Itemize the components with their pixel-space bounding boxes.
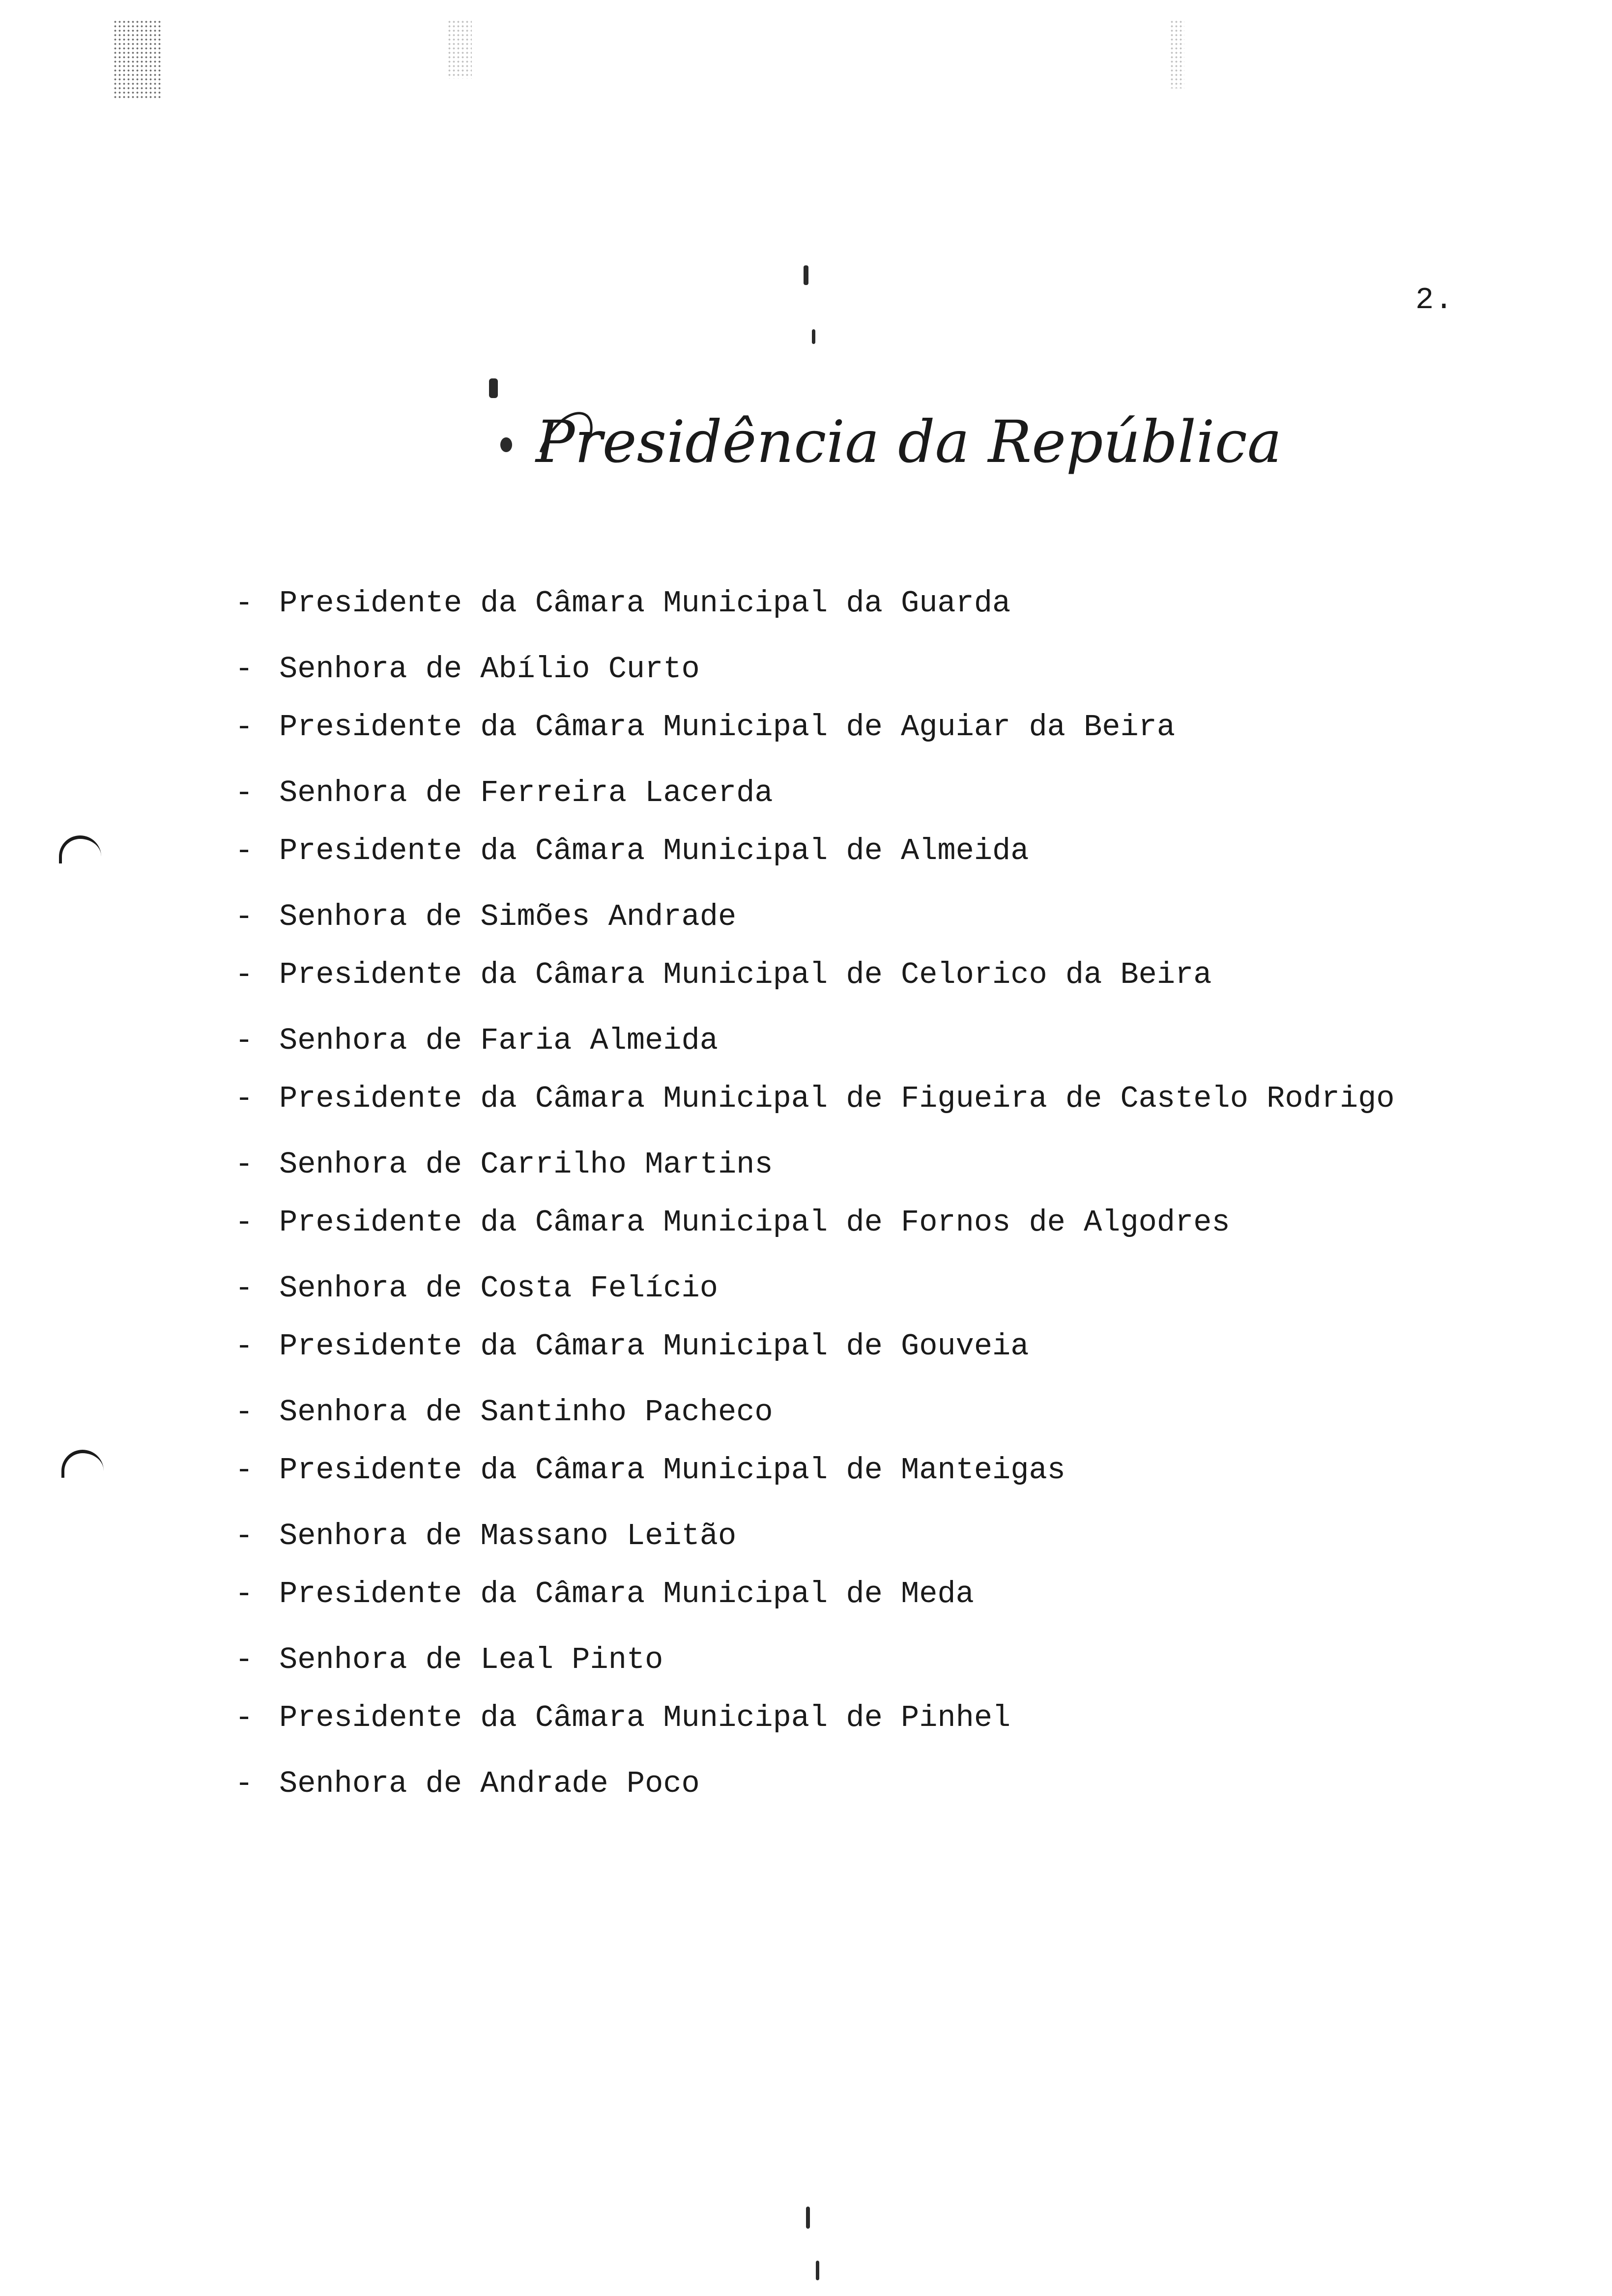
dash-bullet: - [235, 833, 254, 868]
punch-hole-mark [59, 835, 101, 863]
list-item [235, 711, 1562, 809]
guest-list [235, 587, 1562, 1826]
dash-bullet: - [235, 1700, 254, 1735]
entry-president-line [235, 1702, 1562, 1734]
dash-bullet: - [235, 957, 254, 992]
entry-spouse-text: Senhora de Costa Felício [279, 1271, 718, 1306]
entry-spouse-text: Senhora de Carrilho Martins [279, 1147, 773, 1182]
dash-bullet: - [235, 775, 254, 810]
dash-bullet: - [235, 1329, 254, 1364]
entry-president-text: Presidente da Câmara Municipal de Meda [279, 1577, 974, 1611]
entry-spouse-line [235, 1272, 1562, 1305]
list-item [235, 1206, 1562, 1305]
entry-spouse-text: Senhora de Massano Leitão [279, 1519, 737, 1553]
entry-president-text: Presidente da Câmara Municipal de Pinhel [279, 1700, 1011, 1735]
scan-speck [804, 265, 808, 285]
letterhead-text: Presidência da República [536, 408, 1282, 476]
entry-president-text: Presidente da Câmara Municipal de Aguiar da Beira [279, 710, 1176, 745]
entry-spouse-line [235, 1644, 1562, 1676]
entry-spouse-text: Senhora de Abílio Curto [279, 652, 700, 687]
scan-speck [806, 2207, 810, 2229]
dash-bullet: - [235, 1519, 254, 1553]
dash-bullet: - [235, 1271, 254, 1306]
entry-president-text: Presidente da Câmara Municipal da Guarda [279, 586, 1011, 621]
list-item [235, 587, 1562, 686]
list-item [235, 835, 1562, 933]
entry-president-text: Presidente da Câmara Municipal de Celorico da Beira [279, 957, 1212, 992]
entry-spouse-text: Senhora de Santinho Pacheco [279, 1395, 773, 1430]
list-item [235, 1330, 1562, 1429]
entry-president-line [235, 959, 1562, 991]
entry-spouse-line [235, 1520, 1562, 1552]
entry-spouse-line [235, 777, 1562, 809]
entry-spouse-text: Senhora de Leal Pinto [279, 1642, 663, 1677]
list-item [235, 959, 1562, 1057]
dash-bullet: - [235, 1453, 254, 1488]
entry-spouse-text: Senhora de Simões Andrade [279, 899, 737, 934]
entry-president-line [235, 1330, 1562, 1363]
scan-speck [812, 329, 815, 344]
list-item [235, 1083, 1562, 1181]
letterhead-script [531, 393, 1282, 491]
scan-speck [816, 2261, 819, 2280]
entry-president-line [235, 1454, 1562, 1487]
list-item [235, 1578, 1562, 1676]
entry-spouse-text: Senhora de Faria Almeida [279, 1023, 718, 1058]
scan-speck [500, 437, 512, 452]
entry-spouse-line [235, 1025, 1562, 1057]
page-number: 2. [1415, 283, 1454, 317]
entry-president-line [235, 835, 1562, 867]
entry-president-line [235, 1206, 1562, 1239]
entry-president-text: Presidente da Câmara Municipal de Manteigas [279, 1453, 1065, 1488]
punch-hole-mark [61, 1450, 104, 1478]
dash-bullet: - [235, 1766, 254, 1801]
entry-president-line [235, 1578, 1562, 1610]
dash-bullet: - [235, 586, 254, 621]
scan-artifact-halftone [113, 20, 162, 98]
dash-bullet: - [235, 1642, 254, 1677]
entry-president-line [235, 1083, 1562, 1115]
entry-spouse-line [235, 901, 1562, 933]
dash-bullet: - [235, 1205, 254, 1240]
dash-bullet: - [235, 1023, 254, 1058]
entry-spouse-line [235, 1768, 1562, 1800]
entry-president-line [235, 587, 1562, 620]
scan-artifact-halftone [1170, 20, 1184, 88]
entry-spouse-line [235, 653, 1562, 686]
dash-bullet: - [235, 1147, 254, 1182]
entry-spouse-text: Senhora de Andrade Poco [279, 1766, 700, 1801]
entry-president-text: Presidente da Câmara Municipal de Almeida [279, 833, 1029, 868]
dash-bullet: - [235, 652, 254, 687]
dash-bullet: - [235, 710, 254, 745]
scan-artifact-halftone [447, 20, 472, 79]
list-item [235, 1454, 1562, 1552]
entry-president-text: Presidente da Câmara Municipal de Figueira de Castelo Rodrigo [279, 1081, 1395, 1116]
scan-speck [489, 378, 498, 398]
dash-bullet: - [235, 1395, 254, 1430]
dash-bullet: - [235, 1081, 254, 1116]
entry-president-text: Presidente da Câmara Municipal de Gouveia [279, 1329, 1029, 1364]
entry-spouse-line [235, 1396, 1562, 1429]
dash-bullet: - [235, 899, 254, 934]
dash-bullet: - [235, 1577, 254, 1611]
entry-spouse-text: Senhora de Ferreira Lacerda [279, 775, 773, 810]
entry-spouse-line [235, 1148, 1562, 1181]
entry-president-line [235, 711, 1562, 744]
list-item [235, 1702, 1562, 1800]
entry-president-text: Presidente da Câmara Municipal de Fornos de Algodres [279, 1205, 1230, 1240]
letterhead-title [531, 393, 1282, 491]
